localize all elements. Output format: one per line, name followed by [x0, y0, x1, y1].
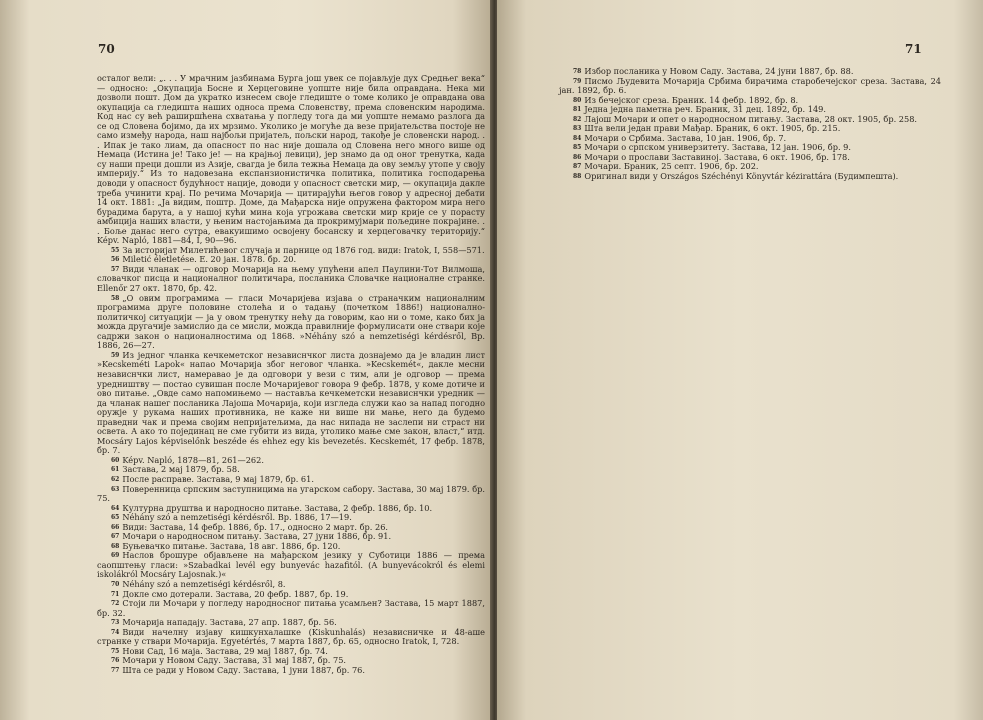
footnote-text: Шта се ради у Новом Саду. Застава, 1 јуни 1887, бр. 76. — [122, 664, 365, 675]
footnote-number: 59 — [111, 351, 120, 359]
footnote-text: Стоји ли Мочари у погледу народносног питања усамљен? Застава, 15 март 1887, бр. 32. — [97, 598, 485, 618]
footnote-number: 67 — [111, 533, 120, 541]
footnote — [559, 77, 941, 96]
footnote-text: Képv. Napló, 1878—81, 261—262. — [122, 454, 264, 465]
footnote-number: 80 — [573, 96, 582, 104]
footnote — [97, 294, 485, 351]
footnote-text: Види: Застава, 14 фебр. 1886, бр. 17., односно 2 март. бр. 26. — [122, 521, 389, 532]
footnote-text: Мочари у Новом Саду. Застава, 31 мај 1887, бр. 75. — [122, 655, 347, 666]
footnote-text: Избор посланика у Новом Саду. Застава, 24 јуни 1887, бр. 88. — [584, 66, 854, 76]
footnote-text: Мочари о прослави Заставиној. Застава, 6 окт. 1906, бр. 178. — [584, 151, 850, 162]
footnote-text: Нови Сад, 16 маја. Застава, 29 мај 1887, бр. 74. — [122, 645, 328, 656]
left-page-text — [97, 74, 485, 675]
footnote-number: 58 — [111, 294, 120, 302]
footnote-number: 60 — [111, 456, 120, 464]
footnote-number: 63 — [111, 485, 120, 493]
footnote — [97, 628, 485, 647]
page-number: 71 — [905, 42, 922, 56]
footnote-text: Miletić életletése. E. 20 јан. 1878. бр. 20. — [122, 254, 297, 265]
footnote-number: 82 — [573, 115, 582, 123]
footnote-number: 72 — [111, 600, 120, 608]
footnote — [97, 265, 485, 294]
right-page-text — [559, 67, 941, 182]
footnote — [97, 599, 485, 618]
footnote-text: Мочари. Браник, 25 септ. 1906, бр. 202. — [584, 161, 759, 172]
footnote-number: 88 — [573, 173, 582, 181]
footnote-text: После расправе. Застава, 9 мај 1879, бр. 61. — [122, 473, 314, 484]
footnote-text: Једна једна паметна реч. Браник, 31 дец. 1892, бр. 149. — [584, 104, 826, 115]
footnote-list — [97, 246, 485, 676]
footnote-number: 85 — [573, 144, 582, 152]
footnote-text: Културна друштва и народносно питање. Застава, 2 фебр. 1886, бр. 10. — [122, 502, 433, 513]
footnote-number: 66 — [111, 523, 120, 531]
footnote-text: „О овим програмима — гласи Мочаријева изјава о страначким националним програмима друге половине столећа и о тадању (почетком 1886!) национално-политичкој ситуацији — ја у овом тренутку нећу да говорим, као ни о томе, како бих ја можда другачије замислио да се мисли, можда правилније формулисати оне ствари које садржи закон о националностима од 1868. »Néhány szó a nemzetiségi kérdésről, Bp. 1886, 26—27. — [97, 292, 486, 351]
footnote-number: 56 — [111, 256, 120, 264]
footnote-text: Мочарија нападају. Застава, 27 апр. 1887, бр. 56. — [122, 617, 337, 628]
footnote-text: Néhány szó a nemzetiségi kérdésről. Bp. 1886, 17—19. — [122, 512, 352, 523]
footnote-number: 76 — [111, 657, 120, 665]
footnote — [559, 172, 941, 182]
footnote — [97, 485, 485, 504]
footnote-text: Застава, 2 мај 1879, бр. 58. — [122, 464, 240, 475]
footnote-text: Лајош Мочари и опет о народносном питању. Застава, 28 окт. 1905, бр. 258. — [584, 113, 918, 124]
footnote-text: Буњевачко питање. Застава, 18 авг. 1886, бр. 120. — [122, 540, 341, 551]
footnote-number: 78 — [573, 68, 582, 75]
footnote-number: 68 — [111, 542, 120, 550]
footnote-text: Шта вели један прави Мађар. Браник, 6 окт. 1905, бр. 215. — [584, 123, 841, 134]
footnote-number: 71 — [111, 590, 120, 598]
footnote-text: Види чланак — одговор Мочарија на њему упућени апел Паулини-Тот Вилмоша, словачког писца и националног политичара, посланика Словачке националне странке. Ellenőr 27 окт. 1870, бр. 42. — [97, 263, 485, 294]
footnote — [97, 351, 485, 456]
footnote-number: 61 — [111, 466, 120, 474]
footnote-number: 70 — [111, 580, 120, 588]
footnote-text: Види начелну изјаву кишкунхалашке (Kiskunhalás) независничке и 48-аше странке у ствари Мочарија. Egyetértés, 7 марта 1887, бр. 65, односно Iratok, I, 728. — [97, 626, 485, 647]
footnote-text: Из бечејског среза. Браник. 14 фебр. 1892, бр. 8. — [584, 94, 799, 105]
footnote-text: Наслов брошуре објављене на мађарском језику у Суботици 1886 — према саопштењу гласи: »Szabadkai levél egy bunyevác hazafitól. (A bunyevácokról és elemi iskolákról Mocsáry Lajosnak.)« — [97, 550, 485, 580]
footnote-text: Мочари о Србима. Застава, 10 јан. 1906, бр. 7. — [584, 132, 787, 143]
footnote-number: 87 — [573, 163, 582, 171]
footnote-number: 84 — [573, 134, 582, 142]
footnote-number: 79 — [573, 77, 582, 85]
footnote-text: Néhány szó a nemzetiségi kérdésről, 8. — [122, 578, 286, 589]
footnote-text: Докле смо дотерали. Застава, 20 фебр. 1887, бр. 19. — [122, 588, 349, 599]
footnote-number: 86 — [573, 153, 582, 161]
footnote-number: 83 — [573, 125, 582, 133]
footnote-number: 77 — [111, 666, 120, 674]
footnote-text: Из једног чланка кечкеметског независнчког листа дознајемо да је владин лист »Kecskeméti Lapok« напао Мочарија због неговог чланка. »Kecskemét«, дакле месни независнчки лист, намеравао је да одговори у вези с тим, али је одговор — према уредништву — постао сувишан после Мочаријевог говора 9 фебр. 1878, у коме дотиче и ово питање. „Овде само напомињемо — наставља кечкеметски независнчки уредник — да чланак нашег посланика Лајоша Мочарија, који изгледа служи као за напад погодно оружје у рукама наших противника, не каже ни више ни мање, него да будемо праведни чак и према својим непријатељима, да нас нипада не заслепи ни страст ни освета. А ако то појединац не сме губити из вида, утолико мање сме закон, власт,“ итд. Mocsáry Lajos képviselőnk beszéde és ehhez egy kis bevezetés. Kecskemét, 17 фебр. 1878, бр. 7. — [97, 349, 485, 456]
footnote-number: 64 — [111, 504, 120, 512]
footnote — [97, 551, 485, 580]
footnote-number: 75 — [111, 647, 120, 655]
footnote-number: 62 — [111, 475, 120, 483]
footnote-list — [559, 67, 941, 182]
footnote-number: 74 — [111, 628, 120, 636]
footnote-text: Мочари о српском универзитету. Застава, 12 јан. 1906, бр. 9. — [584, 142, 851, 153]
body-paragraph: осталог вели: „. . . У мрачним јазбинама Бурга још увек се појављује дух Средњег века“ — односно: „Окупација Босне и Херцеговине уопште није била оправдана. Нека ми дозволи пошт. Дом да укратко изнесем своје гледиште о томе колико је оправдана ова окупација са гледишта наших односа према Словенству, према словенским народима. Код нас су већ раширшћена схватања у погледу тога да ми уопште немамо разлога да се од Словена бојимо, да их мрзимо. Уколико је могуће да везе пријатељства постоје не само између народа, наш најбољи пријатељ, пољски народ, такође је словенски народ. . . Ипак је тако лиам, да опасност по нас није дошала од Словена него много више од Немаца (Истина је! Тако је! — на крајњој левици), јер знамо да од оног тренутка, када су наши преци дошли из Азије, свагда је била тежња Немаца да ову земљу утопе у своју империју.“ Из то надовезана експанзионистичка политика, политика господарења доводи у опасност будућност нације, доводи у опасност светски мир, — окупација дакле треба учинити крај. По речима Мочарија — цитирајући његов говор у адресној дебати 14 окт. 1881: „Ја видим, поштр. Доме, да Мађарска није опружена фактором мира него бурадима барута, а у нашој кући мина која угрожава светски мир крије се у порасту амбиција наших власти, у њеним настојањима да прокримујмари пољедине покрајине. . . Боље данас него сутра, евакуишимо освојену босанску и херцеговачку територију.“ Képv. Napló, 1881—84, I, 90—96. — [97, 73, 485, 246]
footnote-number: 65 — [111, 514, 120, 522]
footnote-text: Писмо Људевита Мочарија Србима бирачима старобечејског среза. Застава, 24 јан. 1892, бр. 6. — [559, 75, 941, 96]
footnote-text: За историјат Милетићевог случаја и парнице од 1876 год. види: Iratok, I, 558—571. — [122, 244, 485, 255]
right-page — [497, 0, 983, 720]
footnote-number: 57 — [111, 265, 120, 273]
footnote-text: Мочари о народносном питању. Застава, 27 јуни 1886, бр. 91. — [122, 531, 392, 542]
footnote-number: 69 — [111, 552, 120, 560]
footnote-number: 81 — [573, 106, 582, 114]
page-number: 70 — [98, 42, 115, 56]
footnote-text: Оригинал види у Országos Széchényi Könyvtár kézirattára (Будимпешта). — [584, 171, 899, 182]
footnote-number: 55 — [111, 246, 120, 254]
footnote-number: 73 — [111, 619, 120, 627]
footnote-text: Поверенница српским заступницима на угарском сабору. Застава, 30 мај 1879. бр. 75. — [97, 483, 485, 504]
footnote — [97, 666, 485, 676]
